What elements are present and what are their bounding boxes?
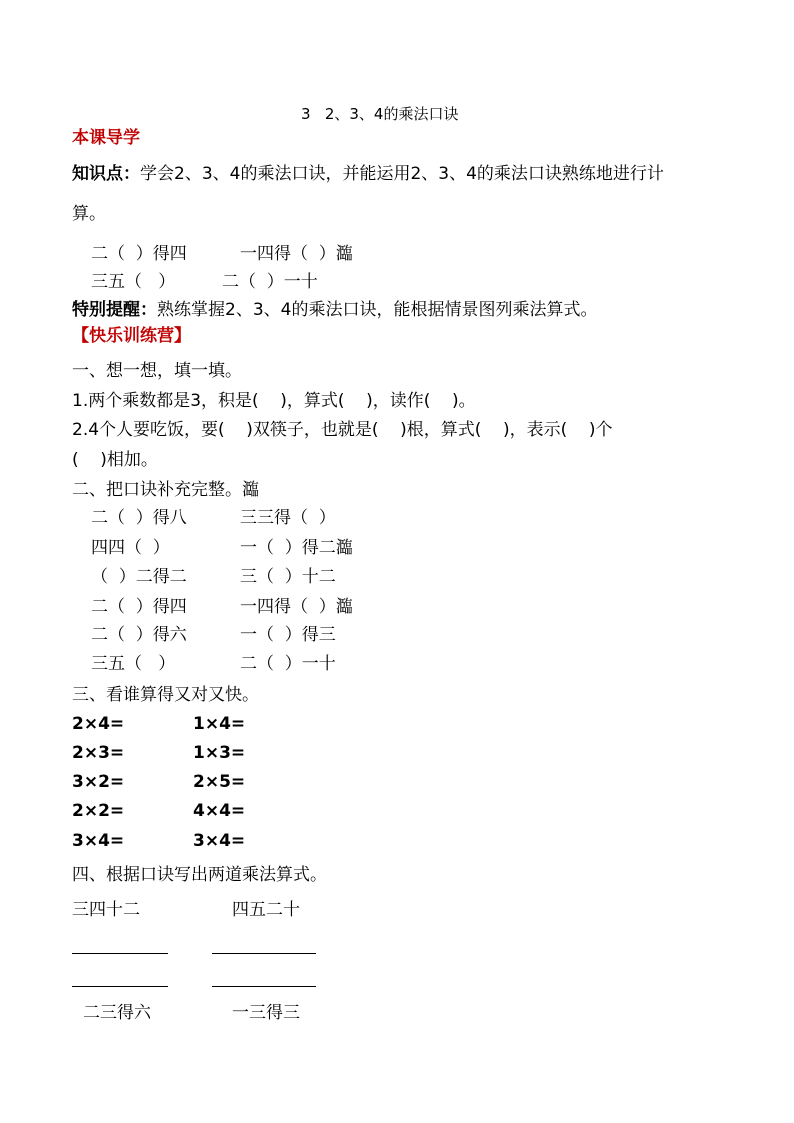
q2-row-1b: 三三得（ ） bbox=[240, 508, 336, 528]
page-title: 3 2、3、4的乘法口诀 bbox=[301, 105, 459, 123]
q2-row-5a: 二（ ）得六 bbox=[91, 625, 187, 645]
q2-row-4a: 二（ ）得四 bbox=[91, 597, 187, 617]
q2-row-1a: 二（ ）得八 bbox=[91, 508, 187, 528]
q2-row-3a: （ ）二得二 bbox=[91, 567, 187, 587]
q1-item-1: 1.两个乘数都是3，积是( )，算式( )，读作( )。 bbox=[72, 391, 476, 411]
section-heading-guide: 本课导学 bbox=[72, 128, 140, 148]
q4-rhyme-a2: 二三得六 bbox=[83, 1003, 151, 1023]
q2-row-4b: 一四得（ ）瀶 bbox=[240, 597, 353, 617]
knowledge-example-2b: 二（ ）一十 bbox=[222, 272, 318, 292]
q3-row-4b: 4×4= bbox=[193, 801, 246, 821]
q4-rhyme-b1: 四五二十 bbox=[232, 900, 300, 920]
answer-blank[interactable] bbox=[72, 986, 168, 987]
knowledge-example-1b: 一四得（ ）瀶 bbox=[240, 244, 353, 264]
q2-title: 二、把口诀补充完整。瀶 bbox=[72, 480, 259, 500]
q1-item-2: 2.4个人要吃饭，要( )双筷子，也就是( )根，算式( )，表示( )个 bbox=[72, 420, 613, 440]
q3-row-5a: 3×4= bbox=[72, 831, 125, 851]
knowledge-text: 学会2、3、4的乘法口诀，并能运用2、3、4的乘法口诀熟练地进行计 bbox=[140, 164, 664, 184]
answer-blank[interactable] bbox=[212, 986, 316, 987]
reminder-text: 熟练掌握2、3、4的乘法口诀，能根据情景图列乘法算式。 bbox=[157, 300, 598, 320]
q4-title: 四、根据口诀写出两道乘法算式。 bbox=[72, 865, 327, 885]
q1-item-2-continued: ( )相加。 bbox=[72, 450, 158, 470]
knowledge-example-1a: 二（ ）得四 bbox=[91, 244, 187, 264]
answer-blank[interactable] bbox=[212, 953, 316, 954]
q2-row-2b: 一（ ）得二瀶 bbox=[240, 538, 353, 558]
q2-row-2a: 四四（ ） bbox=[91, 538, 170, 558]
knowledge-text-continued: 算。 bbox=[72, 204, 106, 224]
reminder-label: 特别提醒： bbox=[72, 300, 157, 320]
q2-row-3b: 三（ ）十二 bbox=[240, 567, 336, 587]
section-heading-training: 【快乐训练营】 bbox=[72, 326, 191, 346]
q3-row-5b: 3×4= bbox=[193, 831, 246, 851]
q3-row-2a: 2×3= bbox=[72, 743, 125, 763]
q3-row-3a: 3×2= bbox=[72, 772, 125, 792]
q4-rhyme-a1: 三四十二 bbox=[72, 900, 140, 920]
q2-row-5b: 一（ ）得三 bbox=[240, 625, 336, 645]
knowledge-point-line bbox=[72, 163, 664, 185]
q3-row-3b: 2×5= bbox=[193, 772, 246, 792]
q3-row-1b: 1×4= bbox=[193, 714, 246, 734]
special-reminder-line bbox=[72, 299, 597, 321]
q3-title: 三、看谁算得又对又快。 bbox=[72, 685, 259, 705]
q4-rhyme-b2: 一三得三 bbox=[232, 1003, 300, 1023]
q3-row-2b: 1×3= bbox=[193, 743, 246, 763]
q1-title: 一、想一想，填一填。 bbox=[72, 361, 242, 381]
q2-row-6b: 二（ ）一十 bbox=[240, 654, 336, 674]
knowledge-example-2a: 三五（ ） bbox=[91, 272, 176, 292]
q3-row-4a: 2×2= bbox=[72, 801, 125, 821]
knowledge-label: 知识点： bbox=[72, 164, 140, 184]
q2-row-6a: 三五（ ） bbox=[91, 654, 176, 674]
answer-blank[interactable] bbox=[72, 953, 168, 954]
q3-row-1a: 2×4= bbox=[72, 714, 125, 734]
